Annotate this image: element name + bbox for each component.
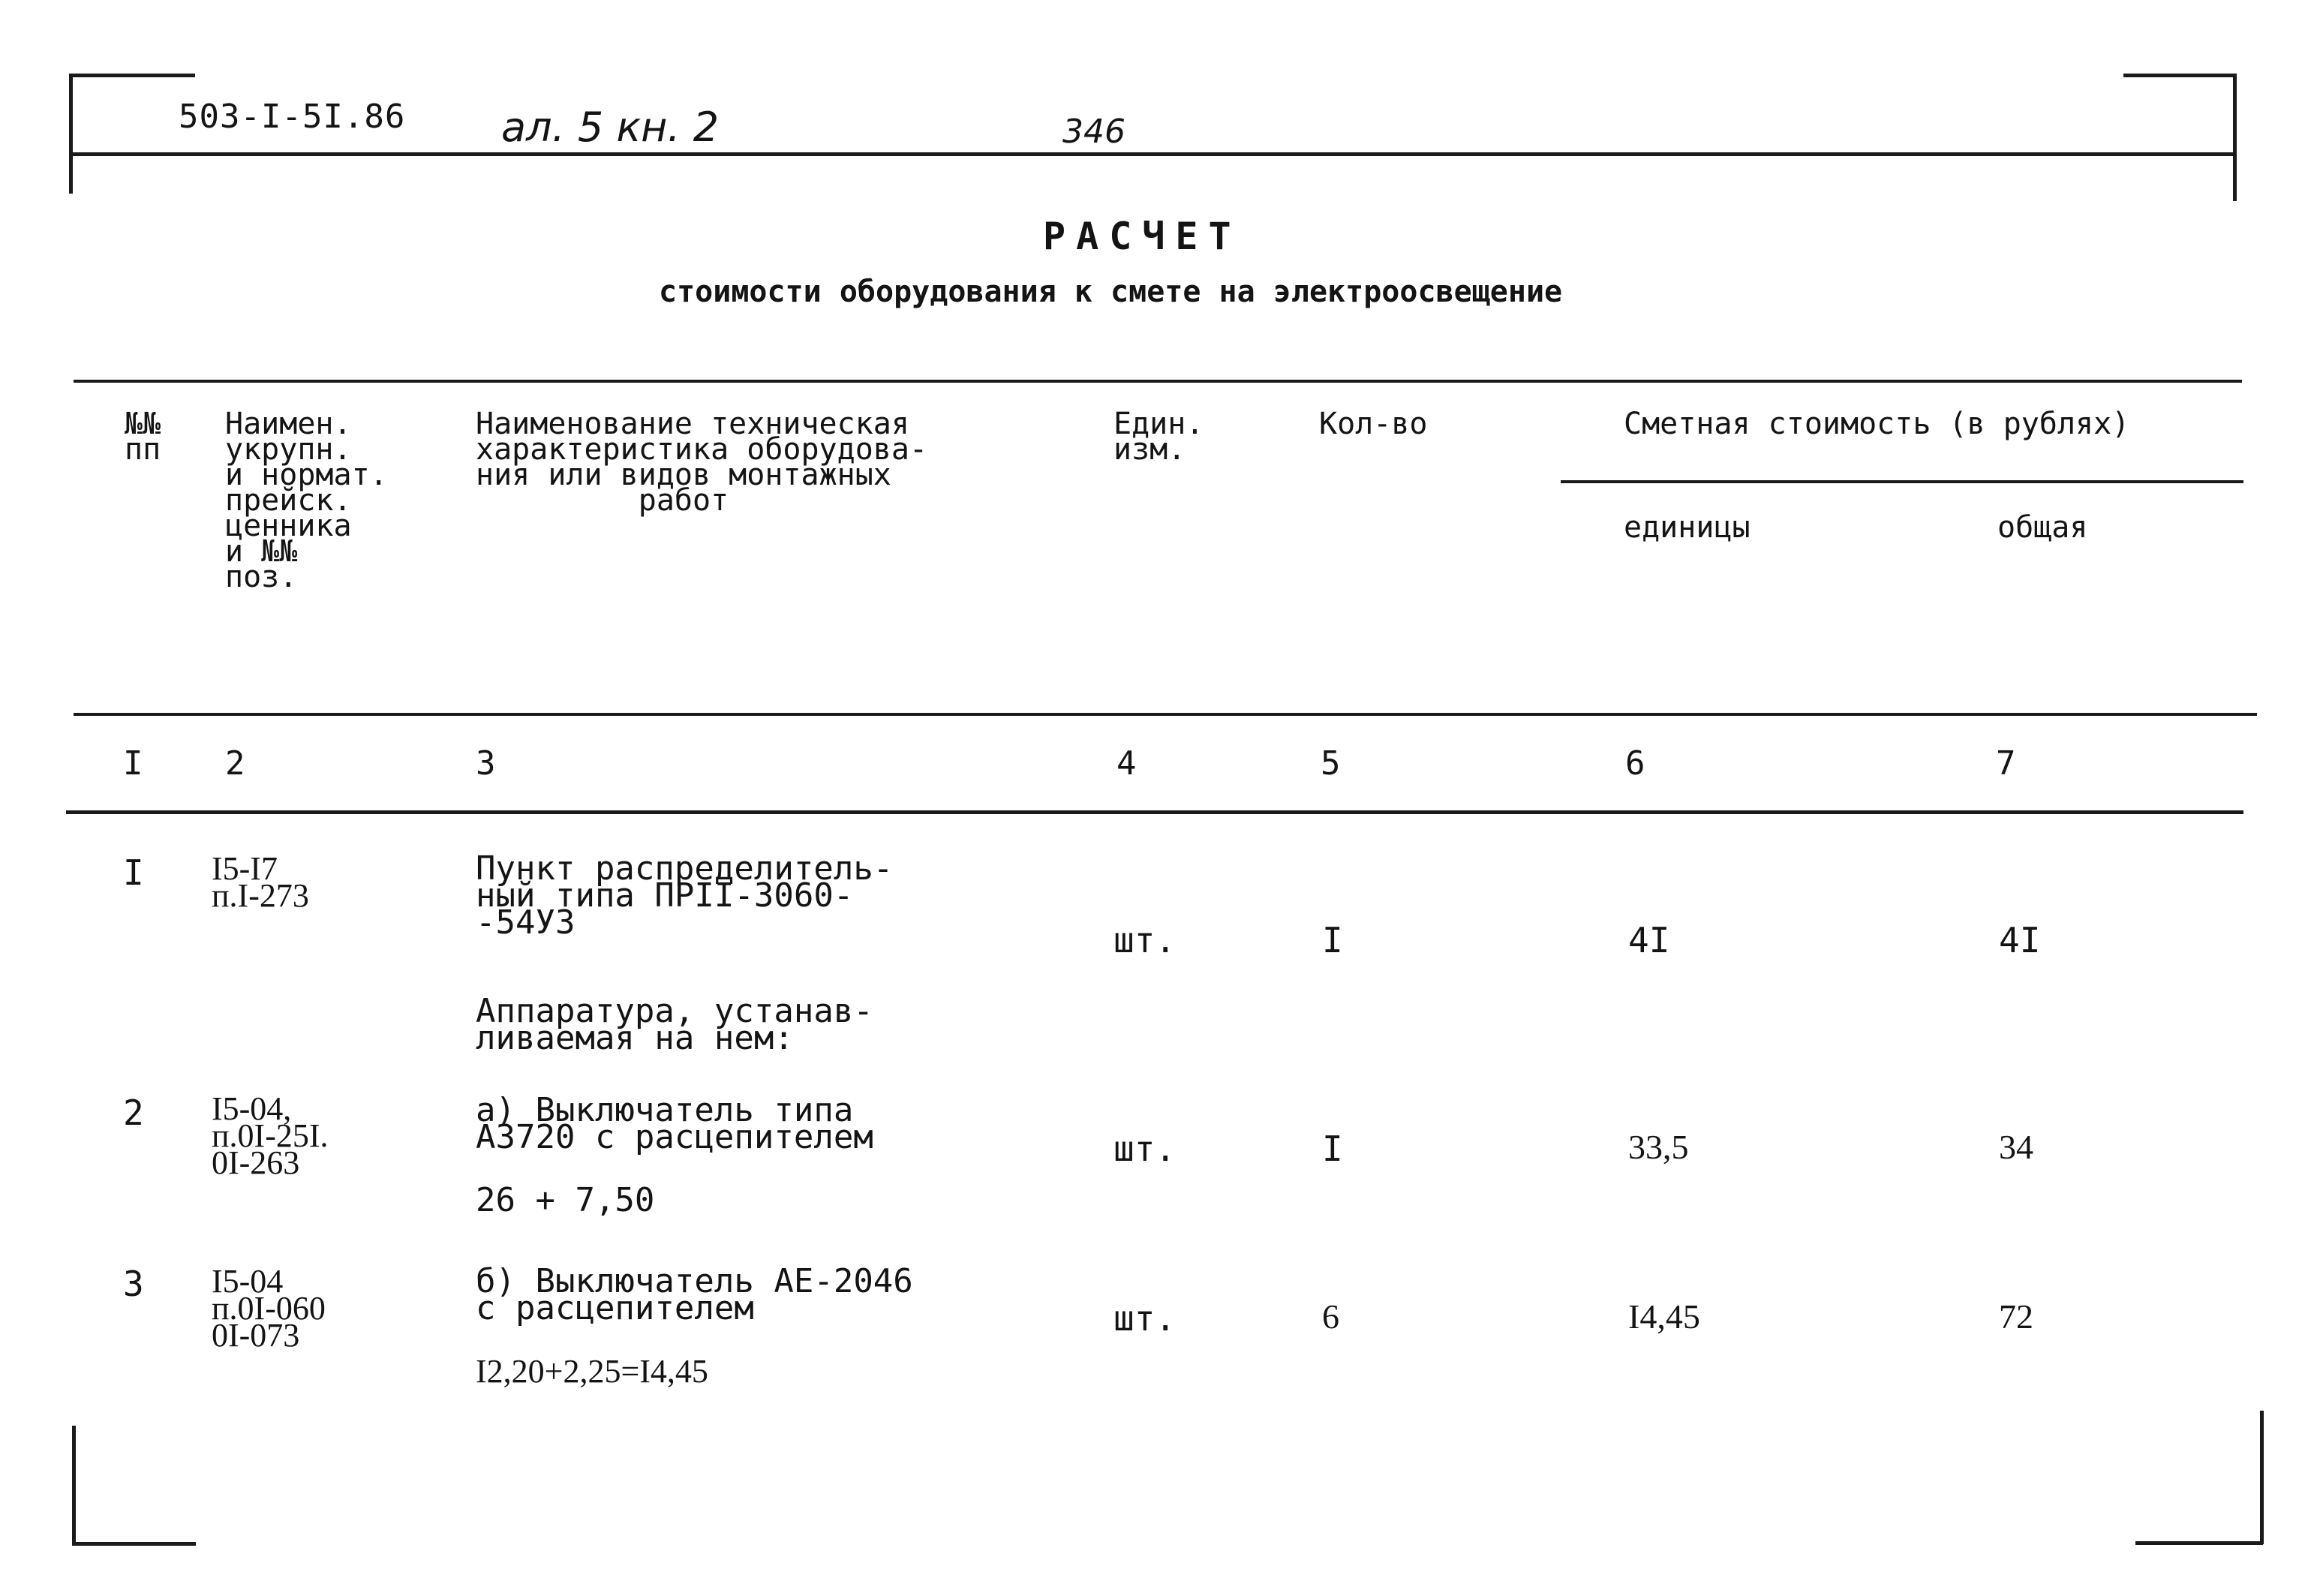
row-price-code: I5-04 п.0I-060 0I-073	[212, 1263, 326, 1354]
row-number: I	[123, 852, 144, 893]
row-price-unit: I4,45	[1628, 1297, 1700, 1336]
row-formula: I2,20+2,25=I4,45	[476, 1353, 708, 1390]
row-price-total: 72	[1999, 1297, 2033, 1336]
frame-top-left-horizontal	[69, 74, 195, 77]
frame-bottom-left-horizontal	[72, 1542, 196, 1546]
column-numbers-bottom-rule	[66, 810, 2243, 814]
frame-bottom-right-horizontal	[2135, 1541, 2263, 1545]
row-unit: шт.	[1113, 1298, 1177, 1339]
frame-bottom-right-vertical	[2260, 1411, 2264, 1544]
header-rule	[69, 152, 2236, 156]
table-top-rule	[74, 380, 2242, 383]
column-number-1: I	[123, 744, 143, 783]
frame-right-vertical-top	[2233, 74, 2237, 201]
col-header-price-unit: единицы	[1624, 510, 1751, 545]
row-quantity: 6	[1322, 1297, 1339, 1336]
row-unit: шт.	[1113, 1129, 1177, 1169]
row-name: б) Выключатель АЕ-2046 с расцепителем	[476, 1262, 913, 1327]
row-price-total: 4I	[1999, 920, 2041, 960]
row-name: Аппаратура, устанав- ливаемая на нем:	[476, 992, 873, 1057]
row-quantity: I	[1322, 920, 1343, 960]
column-number-7: 7	[1996, 744, 2016, 783]
frame-top-right-horizontal	[2123, 74, 2236, 77]
row-price-code: I5-04, п.0I-25I. 0I-263	[212, 1090, 329, 1181]
row-unit: шт.	[1113, 920, 1177, 960]
document-title: РАСЧЕТ	[1043, 215, 1242, 258]
handwritten-reference: ал. 5 кн. 2	[501, 104, 720, 151]
row-price-unit: 4I	[1628, 920, 1670, 960]
row-number: 3	[123, 1264, 144, 1304]
column-number-2: 2	[225, 744, 245, 783]
document-subtitle: стоимости оборудования к смете на электроосвещение	[659, 275, 1563, 309]
row-price-code: I5-I7 п.I-273	[212, 850, 309, 914]
col-header-price-total: общая	[1997, 510, 2088, 545]
document-code: 503-I-5I.86	[179, 98, 406, 136]
row-formula: 26 + 7,50	[476, 1181, 655, 1219]
frame-bottom-left-vertical	[72, 1426, 76, 1546]
col-header-price-group: Сметная стоимость (в рублях)	[1624, 407, 2130, 441]
col-header-unit: Един. изм.	[1113, 407, 1204, 467]
column-number-4: 4	[1116, 744, 1137, 783]
row-price-unit: 33,5	[1628, 1128, 1689, 1166]
row-quantity: I	[1322, 1129, 1343, 1169]
row-number: 2	[123, 1093, 144, 1133]
header-bottom-rule	[74, 713, 2257, 716]
column-number-5: 5	[1321, 744, 1341, 783]
row-price-total: 34	[1999, 1128, 2033, 1166]
col-header-name: Наименование техническая характеристика оборудова- ния или видов монтажных работ	[476, 407, 928, 518]
column-number-3: 3	[476, 744, 496, 783]
frame-left-vertical-top	[69, 74, 73, 194]
page-number: 346	[1062, 113, 1125, 151]
col-header-quantity: Кол-во	[1319, 407, 1428, 441]
row-name: Пункт распределитель- ный типа ПРII-3060- -54У3	[476, 849, 894, 942]
price-group-rule	[1561, 480, 2243, 483]
col-header-number: №№ пп	[125, 407, 161, 467]
column-number-6: 6	[1625, 744, 1645, 783]
row-name: а) Выключатель типа А3720 с расцепителем	[476, 1091, 873, 1156]
col-header-price-code: Наимен. укрупн. и нормат. прейск. ценника и №№ поз.	[225, 407, 388, 594]
